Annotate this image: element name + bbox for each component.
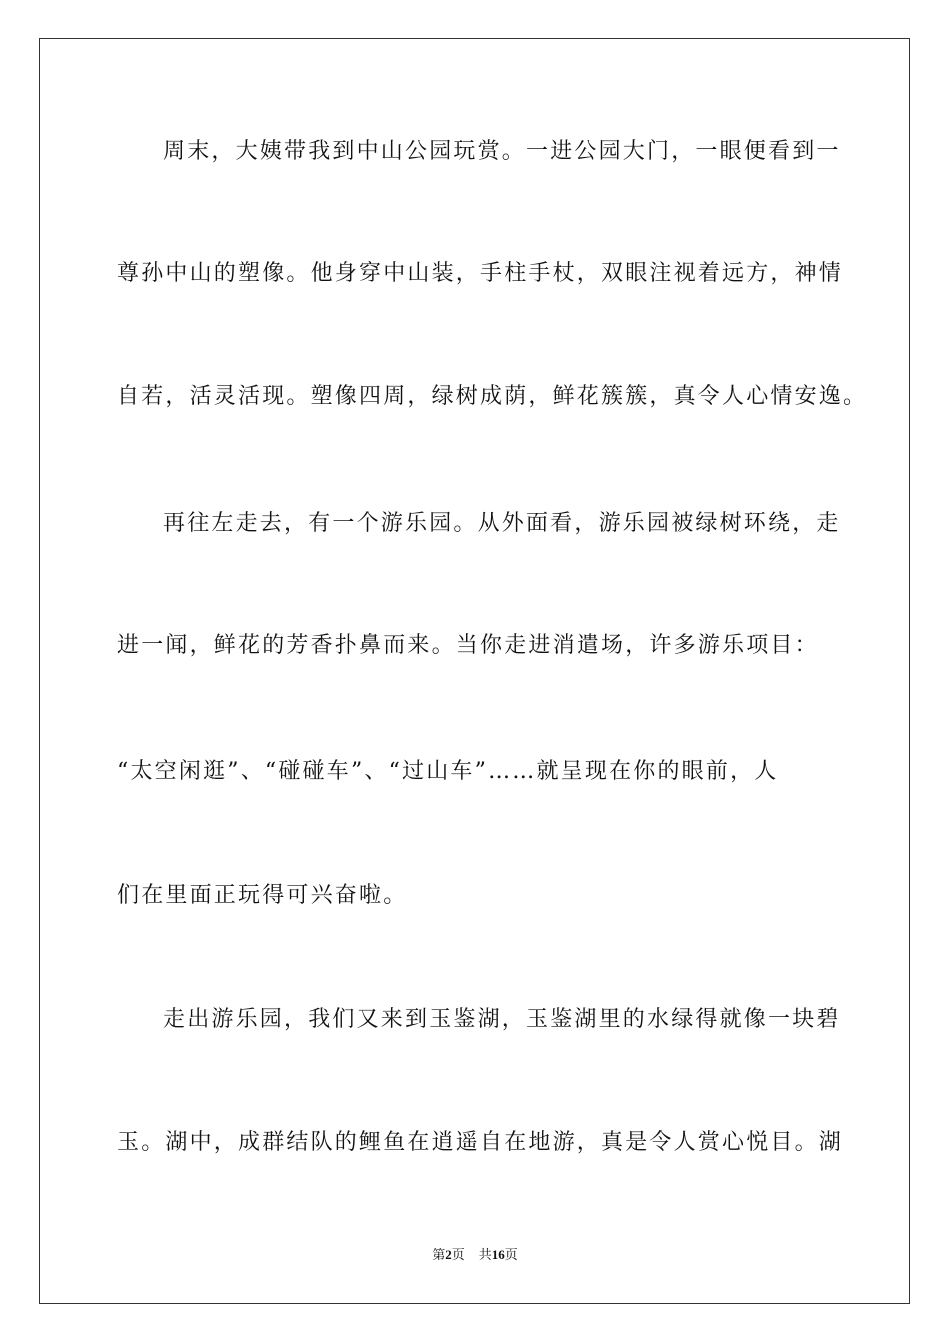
paragraph-1-line-1: 周末，大姨带我到中山公园玩赏。一进公园大门，一眼便看到一 [163, 139, 841, 164]
total-prefix: 共 [478, 1247, 492, 1262]
total-pages: 16 [491, 1247, 505, 1262]
page-border [39, 38, 910, 1304]
page-suffix: 页 [451, 1247, 465, 1262]
paragraph-2-line-2: 进一闻，鲜花的芳香扑鼻而来。当你走进消遣场，许多游乐项目： [117, 633, 819, 658]
paragraph-1-line-2: 尊孙中山的塑像。他身穿中山装，手柱手杖，双眼注视着远方，神情 [117, 261, 844, 286]
paragraph-3-line-1: 走出游乐园，我们又来到玉鉴湖，玉鉴湖里的水绿得就像一块碧 [163, 1007, 841, 1032]
paragraph-2-line-1: 再往左走去，有一个游乐园。从外面看，游乐园被绿树环绕，走 [163, 511, 841, 536]
paragraph-2-line-3: “太空闲逛”、“碰碰车”、“过山车”……就呈现在你的眼前，人 [117, 759, 779, 784]
paragraph-3-line-2: 玉。湖中，成群结队的鲤鱼在逍遥自在地游，真是令人赏心悦目。湖 [117, 1130, 844, 1155]
page-prefix: 第 [432, 1247, 446, 1262]
page-footer [0, 1246, 950, 1264]
total-suffix: 页 [504, 1247, 518, 1262]
paragraph-2-line-4: 们在里面正玩得可兴奋啦。 [117, 883, 408, 908]
page-number: 2 [445, 1247, 452, 1262]
paragraph-1-line-3: 自若，活灵活现。塑像四周，绿树成荫，鲜花簇簇，真令人心情安逸。 [117, 384, 868, 409]
